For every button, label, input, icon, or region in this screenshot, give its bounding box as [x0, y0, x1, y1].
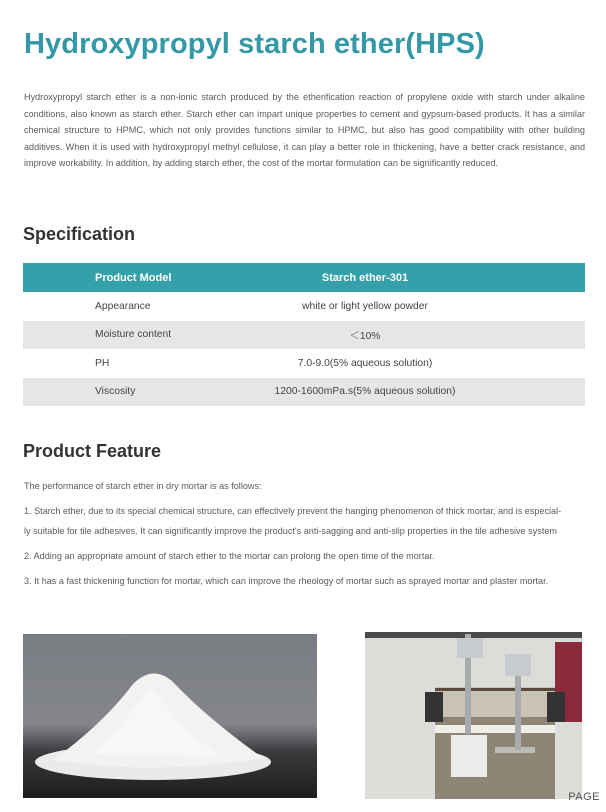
row-value: white or light yellow powder	[302, 300, 428, 312]
header-value: Starch ether-301	[255, 263, 585, 292]
table-header-row	[23, 263, 585, 292]
feature-item: 3. It has a fast thickening function for mortar, which can improve the rheology of mortar such as sprayed mortar and plaster mortar.	[24, 576, 549, 586]
row-label: PH	[95, 357, 110, 369]
page-title: Hydroxypropyl starch ether(HPS)	[24, 28, 485, 60]
feature-list	[24, 476, 606, 591]
feature-intro: The performance of starch ether in dry mortar is as follows:	[24, 481, 262, 491]
row-label: Moisture content	[23, 321, 255, 350]
powder-pile-graphic	[33, 664, 283, 784]
row-label: Appearance	[95, 300, 151, 312]
feature-item: 2. Adding an appropriate amount of starch ether to the mortar can prolong the open time of the mortar.	[24, 551, 435, 561]
tile-test-graphic	[365, 632, 582, 799]
header-label: Product Model	[23, 263, 255, 292]
row-value: 1200-1600mPa.s(5% aqueous solution)	[255, 378, 585, 407]
specification-heading: Specification	[23, 224, 136, 244]
feature-item: ly suitable for tile adhesives. It can significantly improve the product's anti-sagging and anti-slip properties in the tile adhesive system	[24, 526, 557, 536]
row-value: ＜10%	[255, 321, 585, 350]
powder-photo	[23, 634, 317, 798]
table-row	[23, 349, 585, 378]
specification-table	[23, 263, 585, 406]
row-value: 7.0-9.0(5% aqueous solution)	[297, 357, 433, 369]
table-row	[23, 292, 585, 321]
test-photo	[365, 632, 582, 799]
page-label: PAGE	[568, 791, 600, 803]
intro-paragraph: Hydroxypropyl starch ether is a non-ionic starch produced by the etherification reaction of propylene oxide with starch under alkaline conditions, also known as starch ether. Starch ether can impart unique properties to cement and gypsum-based products. It has a similar chemical structure to HPMC, which not only provides functions similar to HPMC, but also has good compatibility with other building additives. When it is used with hydroxypropyl methyl cellulose, it can play a better role in thickening, have a better crack resistance, and improve workability. In addition, by adding starch ether, the cost of the mortar formulation can be significantly reduced.	[24, 92, 585, 169]
product-feature-heading: Product Feature	[23, 441, 162, 461]
feature-item: 1. Starch ether, due to its special chemical structure, can effectively prevent the hanging phenomenon of thick mortar, and is especial-	[24, 506, 562, 516]
table-row	[23, 321, 585, 350]
table-row	[23, 378, 585, 407]
row-label: Viscosity	[23, 378, 255, 407]
